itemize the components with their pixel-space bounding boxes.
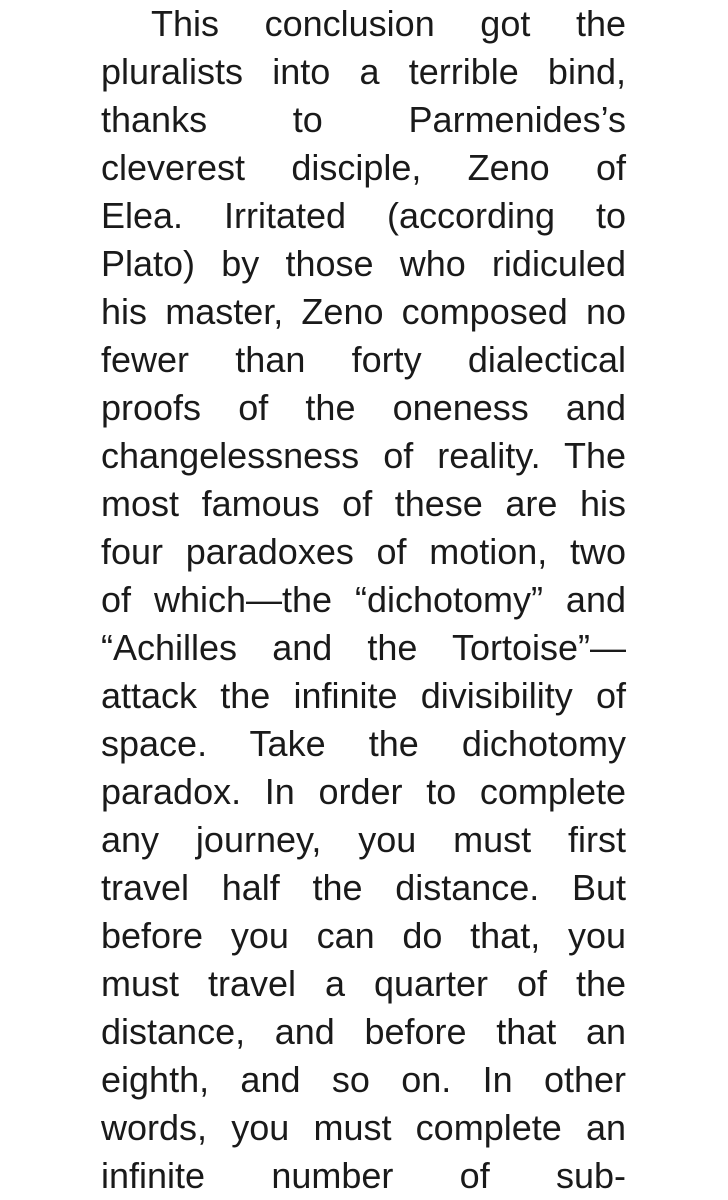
text-line: eighth, and so on. In other [101, 1059, 626, 1100]
text-line: attack the infinite divisibility of [101, 675, 626, 716]
text-line: This conclusion got the [151, 3, 626, 44]
text-line: four paradoxes of motion, two [101, 531, 626, 572]
text-line: must travel a quarter of the [101, 963, 626, 1004]
text-line: cleverest disciple, Zeno of [101, 147, 626, 188]
text-line: proofs of the oneness and [101, 387, 626, 428]
text-line: space. Take the dichotomy [101, 723, 626, 764]
text-line: paradox. In order to complete [101, 771, 626, 812]
text-line: Plato) by those who ridiculed [101, 243, 626, 284]
text-line: fewer than forty dialectical [101, 339, 626, 380]
text-line: distance, and before that an [101, 1011, 626, 1052]
text-line: of which—the “dichotomy” and [101, 579, 626, 620]
text-line: most famous of these are his [101, 483, 626, 524]
text-line: words, you must complete an [101, 1107, 626, 1148]
text-line: pluralists into a terrible bind, [101, 51, 626, 92]
text-line: his master, Zeno composed no [101, 291, 626, 332]
text-line: any journey, you must first [101, 819, 626, 860]
text-line: “Achilles and the Tortoise”— [101, 627, 626, 668]
text-line: changelessness of reality. The [101, 435, 626, 476]
text-line: travel half the distance. But [101, 867, 626, 908]
text-line: before you can do that, you [101, 915, 626, 956]
text-line: infinite number of sub- [101, 1155, 626, 1196]
text-line: thanks to Parmenides’s [101, 99, 626, 140]
text-line: Elea. Irritated (according to [101, 195, 626, 236]
